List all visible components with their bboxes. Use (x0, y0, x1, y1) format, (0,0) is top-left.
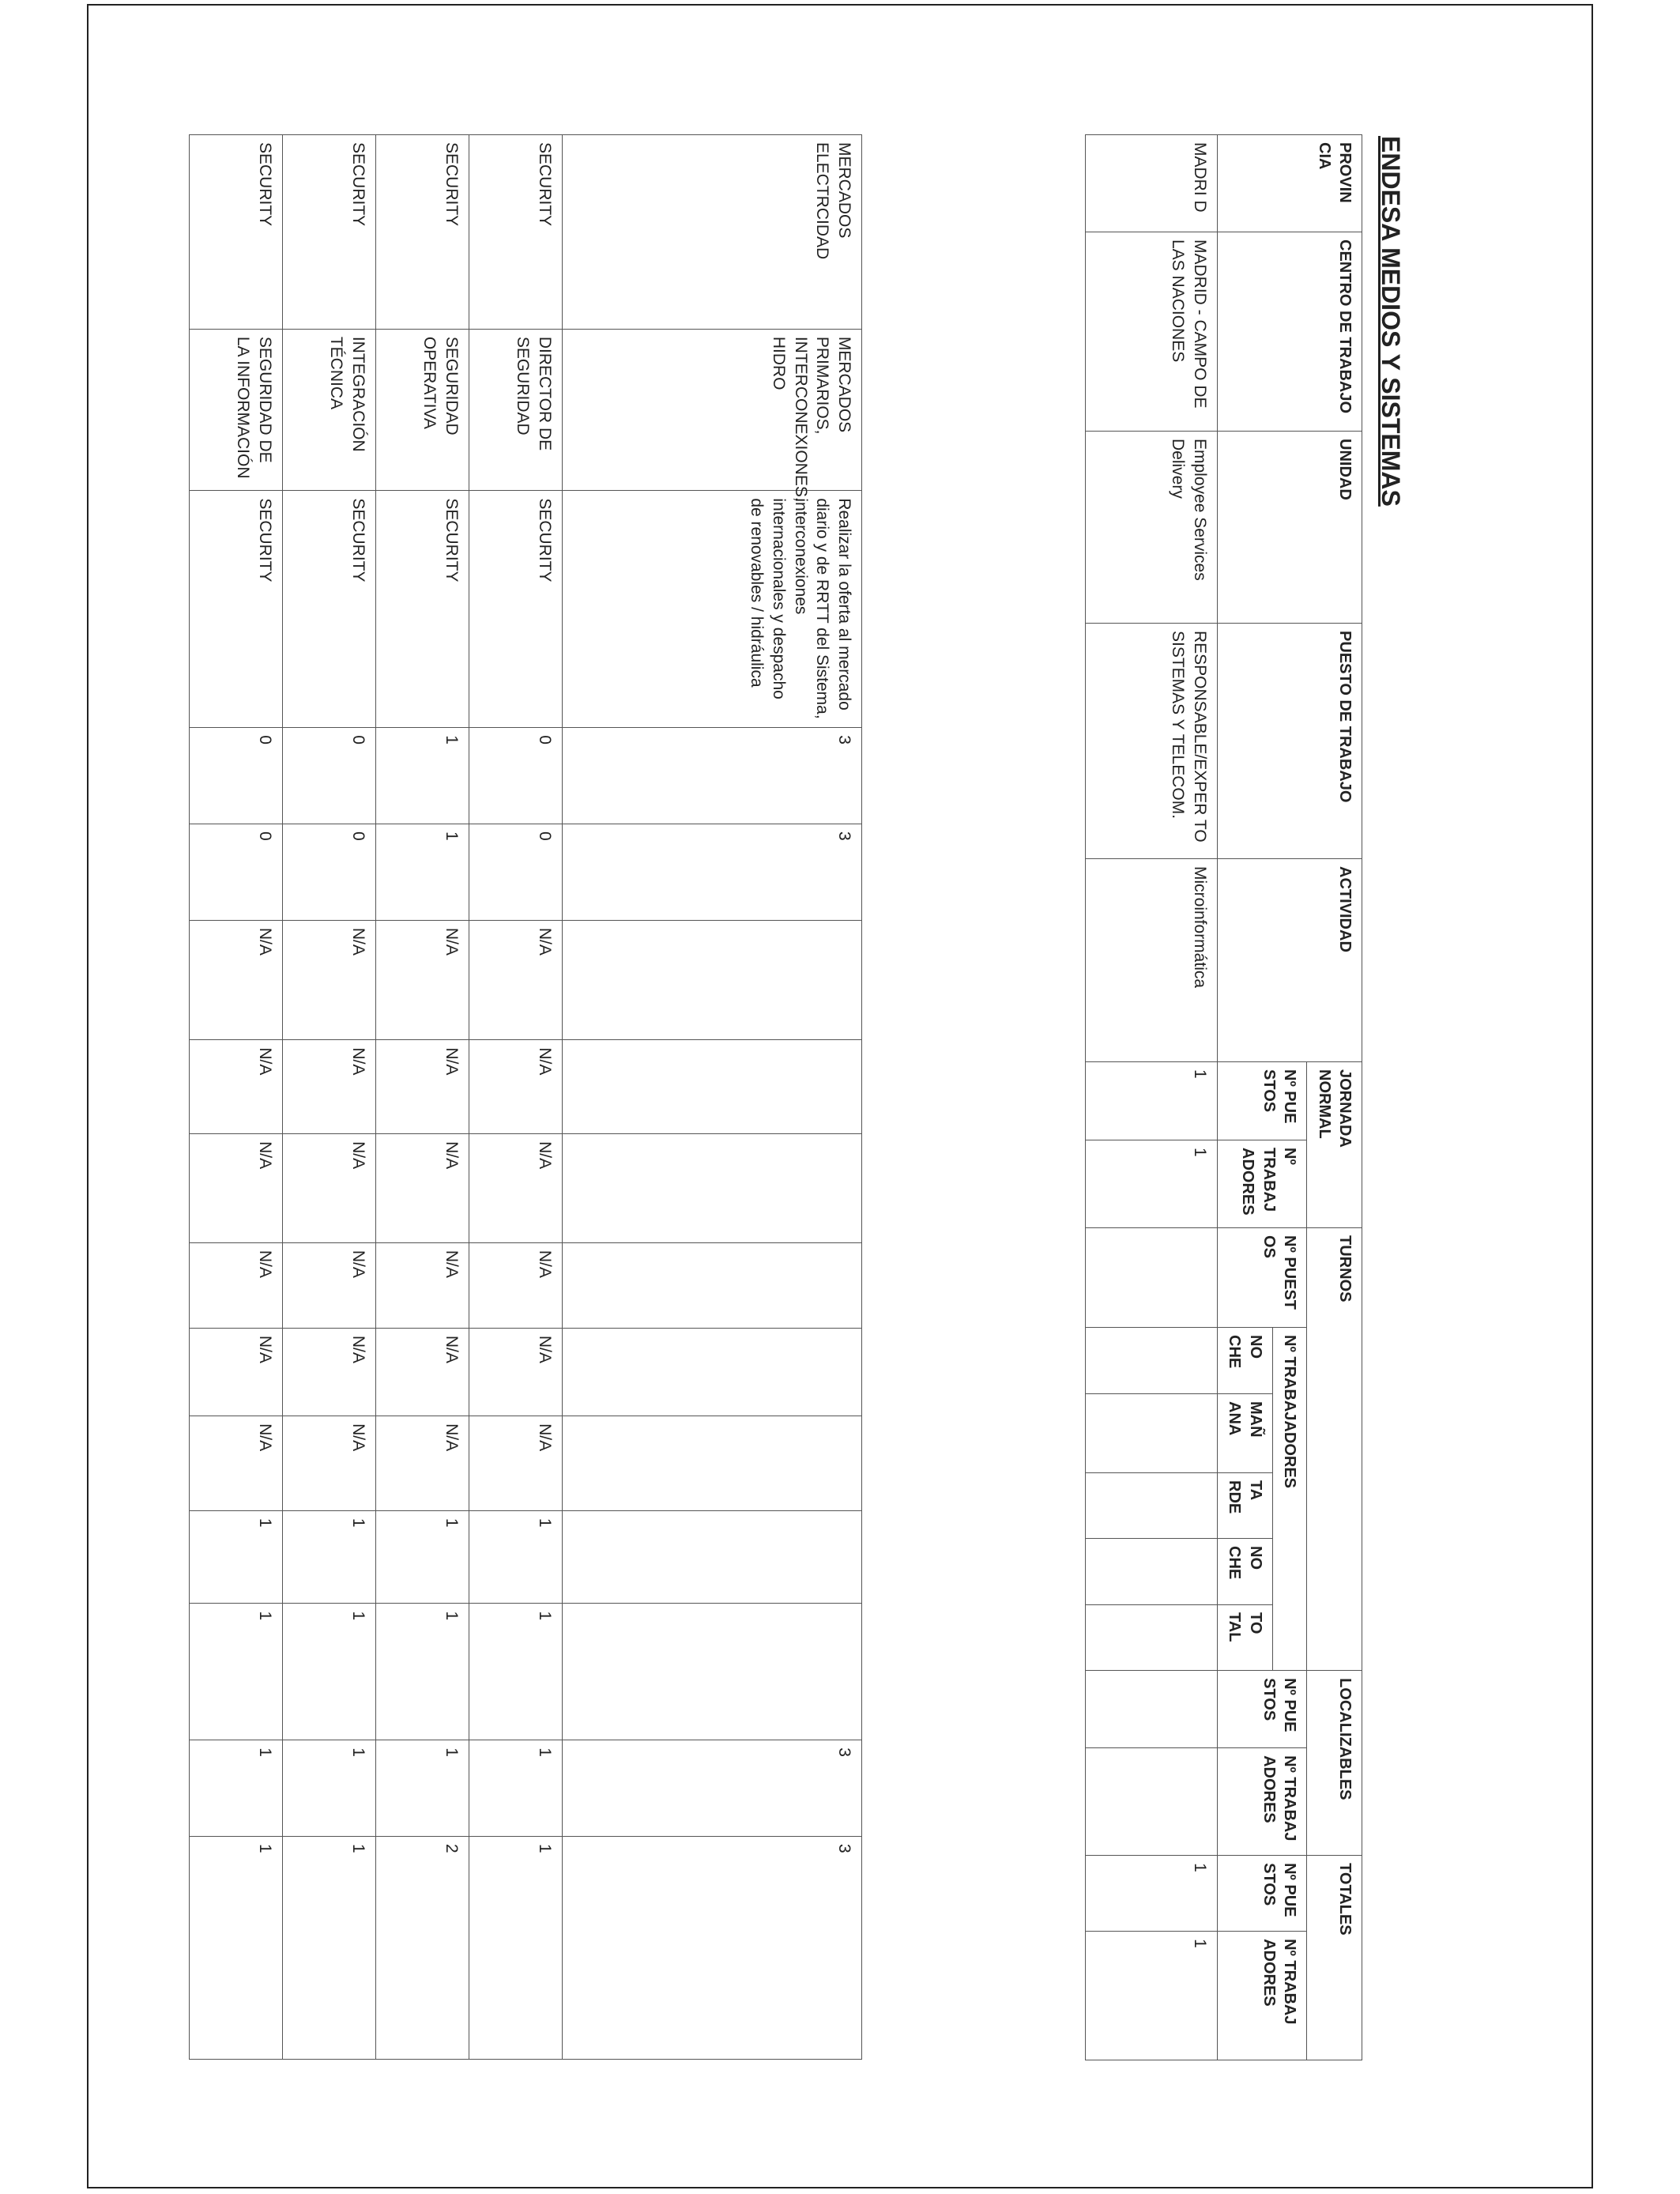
header-row (1307, 135, 1362, 2060)
cell-value: 3 (563, 1740, 862, 1837)
cell-value: N/A (283, 1416, 376, 1511)
workforce-table-bottom (1085, 134, 1362, 2060)
cell-value (1086, 1748, 1218, 1856)
cell-unidad: Employee Services Delivery (1086, 432, 1218, 624)
cell-value: N/A (469, 1416, 563, 1511)
cell-value: 1 (376, 1604, 469, 1740)
cell-value: 1 (190, 1740, 283, 1837)
cell-value: N/A (376, 1134, 469, 1243)
cell-value: 0 (469, 824, 563, 921)
cell-value: N/A (376, 1242, 469, 1328)
cell-value: N/A (190, 920, 283, 1040)
cell-value (1086, 1605, 1218, 1671)
cell-value: N/A (190, 1134, 283, 1243)
header-tot-trabajadores: Nº TRABAJ ADORES (1218, 1932, 1307, 2060)
header-jn-trabajadores: Nº TRABAJ ADORES (1218, 1140, 1307, 1228)
cell-value: 1 (469, 1740, 563, 1837)
cell-centro: SEGURIDAD DE LA INFORMACIÓN (190, 329, 283, 491)
workforce-table-top (189, 134, 862, 2060)
cell-centro: DIRECTOR DE SEGURIDAD (469, 329, 563, 491)
cell-centro: MERCADOS PRIMARIOS, INTERCONEXIONES, HIDRO (563, 329, 862, 491)
cell-value: 0 (190, 728, 283, 824)
header-tarde: TA RDE (1218, 1473, 1273, 1539)
cell-value: 1 (376, 1510, 469, 1604)
cell-value: 1 (376, 824, 469, 921)
cell-provincia: SECURITY (376, 135, 469, 330)
cell-value: 1 (469, 1510, 563, 1604)
table-row (469, 135, 563, 2060)
header-unidad: UNIDAD (1218, 432, 1362, 624)
cell-value: 1 (283, 1740, 376, 1837)
cell-value: 1 (283, 1837, 376, 2060)
cell-value: 1 (190, 1510, 283, 1604)
cell-unidad: SECURITY (283, 491, 376, 728)
cell-value: 2 (376, 1837, 469, 2060)
cell-value: N/A (469, 1328, 563, 1416)
header-totales: TOTALES (1307, 1856, 1362, 2060)
cell-provincia: MADRI D (1086, 135, 1218, 232)
section-title: ENDESA MEDIOS Y SISTEMAS (1377, 136, 1405, 507)
cell-value: N/A (469, 920, 563, 1040)
cell-value: 1 (283, 1510, 376, 1604)
cell-value: 1 (283, 1604, 376, 1740)
cell-value: N/A (190, 1040, 283, 1134)
cell-provincia: SECURITY (283, 135, 376, 330)
cell-value: 3 (563, 824, 862, 921)
header-jornada: JORNADA NORMAL (1307, 1062, 1362, 1228)
cell-value: 1 (1086, 1140, 1218, 1228)
cell-value: N/A (190, 1328, 283, 1416)
cell-provincia: SECURITY (469, 135, 563, 330)
header-loc-trabajadores: Nº TRABAJ ADORES (1218, 1748, 1307, 1856)
header-provincia: PROVIN CIA (1218, 135, 1362, 232)
cell-value (563, 1040, 862, 1134)
cell-value: 0 (283, 728, 376, 824)
cell-value (563, 1328, 862, 1416)
cell-value: 0 (469, 728, 563, 824)
cell-centro: SEGURIDAD OPERATIVA (376, 329, 469, 491)
cell-value: N/A (376, 1328, 469, 1416)
cell-value (563, 1416, 862, 1511)
header-total: TO TAL (1218, 1605, 1273, 1671)
header-turnos: TURNOS (1307, 1228, 1362, 1671)
cell-provincia: SECURITY (190, 135, 283, 330)
cell-unidad: SECURITY (469, 491, 563, 728)
cell-value: 3 (563, 728, 862, 824)
cell-value: N/A (376, 920, 469, 1040)
cell-value: 1 (1086, 1932, 1218, 2060)
header-actividad: ACTIVIDAD (1218, 859, 1362, 1062)
cell-value: N/A (469, 1242, 563, 1328)
cell-value (1086, 1394, 1218, 1473)
cell-centro: MADRID - CAMPO DE LAS NACIONES (1086, 232, 1218, 432)
cell-value (1086, 1228, 1218, 1328)
cell-value (1086, 1539, 1218, 1605)
cell-value: 0 (283, 824, 376, 921)
cell-value: N/A (376, 1040, 469, 1134)
cell-value: N/A (469, 1040, 563, 1134)
cell-value: N/A (190, 1242, 283, 1328)
header-turnos-puestos: Nº PUEST OS (1218, 1228, 1307, 1328)
cell-value: N/A (190, 1416, 283, 1511)
header-jn-puestos: Nº PUE STOS (1218, 1062, 1307, 1140)
cell-value: N/A (376, 1416, 469, 1511)
cell-value: 1 (469, 1837, 563, 2060)
cell-value (1086, 1671, 1218, 1748)
cell-value (563, 1510, 862, 1604)
cell-value: N/A (283, 1040, 376, 1134)
table-row (190, 135, 283, 2060)
table-row (1086, 135, 1218, 2060)
cell-value: 1 (1086, 1062, 1218, 1140)
cell-value: N/A (283, 1328, 376, 1416)
header-noche: NO CHE (1218, 1539, 1273, 1605)
cell-unidad: Realizar la oferta al mercado diario y de RRTT del Sistema, interconexiones internacionales y despacho de renovables / hidráulica (563, 491, 862, 728)
cell-value (1086, 1473, 1218, 1539)
cell-value (563, 920, 862, 1040)
cell-value (1086, 1328, 1218, 1394)
cell-value: N/A (283, 1242, 376, 1328)
cell-value: N/A (469, 1134, 563, 1243)
cell-value: 1 (190, 1604, 283, 1740)
cell-value (563, 1242, 862, 1328)
header-localizables: LOCALIZABLES (1307, 1671, 1362, 1856)
cell-value: 1 (376, 728, 469, 824)
cell-unidad: SECURITY (376, 491, 469, 728)
cell-value: 1 (376, 1740, 469, 1837)
cell-value: 0 (190, 824, 283, 921)
cell-value: 1 (1086, 1856, 1218, 1932)
table-row (376, 135, 469, 2060)
cell-value: 1 (190, 1837, 283, 2060)
cell-puesto: RESPONSABLE/EXPER TO SISTEMAS Y TELECOM. (1086, 624, 1218, 859)
cell-value: N/A (283, 1134, 376, 1243)
cell-provincia: MERCADOS ELECTRCIDAD (563, 135, 862, 330)
cell-value: N/A (283, 920, 376, 1040)
table-row (283, 135, 376, 2060)
header-tot-puestos: Nº PUE STOS (1218, 1856, 1307, 1932)
header-manana: MAÑ ANA (1218, 1394, 1273, 1473)
cell-value (563, 1134, 862, 1243)
header-turnos-trabajadores: Nº TRABAJADORES (1272, 1328, 1306, 1671)
cell-value (563, 1604, 862, 1740)
header-puesto: PUESTO DE TRABAJO (1218, 624, 1362, 859)
header-centro: CENTRO DE TRABAJO (1218, 232, 1362, 432)
cell-centro: INTEGRACIÓN TÉCNICA (283, 329, 376, 491)
header-noche: NO CHE (1218, 1328, 1273, 1394)
cell-value: 1 (469, 1604, 563, 1740)
header-loc-puestos: Nº PUE STOS (1218, 1671, 1307, 1748)
cell-actividad: Microinformática (1086, 859, 1218, 1062)
table-row (563, 135, 862, 2060)
cell-value: 3 (563, 1837, 862, 2060)
cell-unidad: SECURITY (190, 491, 283, 728)
